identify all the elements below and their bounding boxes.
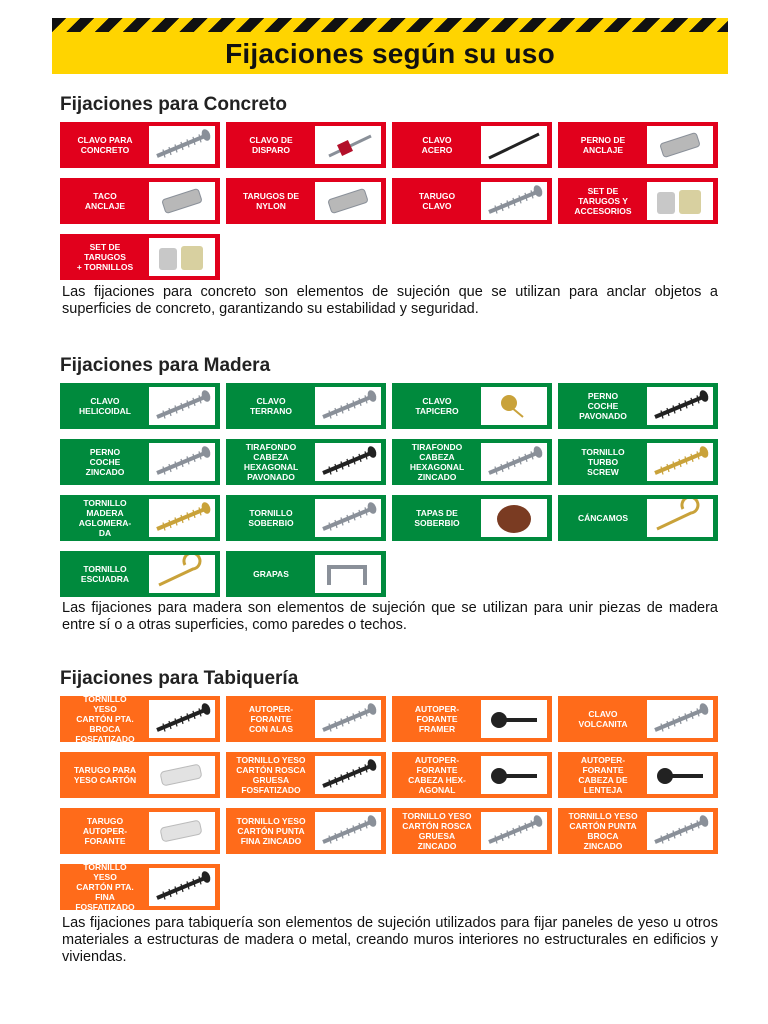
product-label: AUTOPER- FORANTE CON ALAS xyxy=(248,704,294,734)
page-header xyxy=(52,18,728,74)
product-label: TORNILLO TURBO SCREW xyxy=(581,447,625,477)
product-tile xyxy=(226,383,386,429)
carriage-bolt-black-icon xyxy=(647,387,713,425)
lag-screw-black-icon xyxy=(315,443,381,481)
product-tile xyxy=(392,178,552,224)
wafer-screw-icon xyxy=(647,756,713,794)
hex-screw-icon xyxy=(481,756,547,794)
product-tile xyxy=(226,122,386,168)
drywall-screw-black-icon xyxy=(315,756,381,794)
product-label: TORNILLO YESO CARTÓN ROSCA GRUESA ZINCADO xyxy=(402,811,472,851)
product-label: TARUGOS DE NYLON xyxy=(242,191,300,211)
section-description: Las fijaciones para madera son elementos de sujeción que se utilizan para unir piezas de madera entre sí o a otras superficies, como paredes o techos. xyxy=(62,600,718,633)
product-tile xyxy=(558,495,718,541)
product-tile xyxy=(60,808,220,854)
nylon-plug-icon xyxy=(315,182,381,220)
product-tile xyxy=(226,808,386,854)
product-label: CLAVO VOLCANITA xyxy=(578,709,628,729)
product-label: TORNILLO YESO CARTÓN PUNTA BROCA ZINCADO xyxy=(568,811,638,851)
product-label: AUTOPER- FORANTE CABEZA DE LENTEJA xyxy=(578,755,628,795)
tile-grid xyxy=(60,383,720,607)
product-tile xyxy=(558,696,718,742)
product-tile xyxy=(558,752,718,798)
section-description: Las fijaciones para tabiquería son elementos de sujeción utilizados para fijar paneles de yeso u otros materiales a estructuras de madera o metal, creando muros interiores no estructurales en edificios y viviendas. xyxy=(62,915,718,965)
product-tile xyxy=(392,383,552,429)
product-label: TACO ANCLAJE xyxy=(84,191,126,211)
product-tile xyxy=(60,122,220,168)
product-tile xyxy=(60,551,220,597)
product-tile xyxy=(60,439,220,485)
product-tile xyxy=(392,808,552,854)
nail-icon xyxy=(647,700,713,738)
self-drill-anchor-icon xyxy=(149,812,215,850)
section-description: Las fijaciones para concreto son elementos de sujeción que se utilizan para anclar objetos a superficies de concreto, garantizando su estabilidad y seguridad. xyxy=(62,284,718,317)
product-label: AUTOPER- FORANTE FRAMER xyxy=(414,704,460,734)
product-tile xyxy=(60,696,220,742)
product-label: TIRAFONDO CABEZA HEXAGONAL ZINCADO xyxy=(409,442,465,482)
lag-screw-icon xyxy=(481,443,547,481)
product-label: CLAVO PARA CONCRETO xyxy=(77,135,133,155)
section-title: Fijaciones para Madera xyxy=(60,355,271,376)
drywall-screw-icon xyxy=(647,812,713,850)
tile-grid xyxy=(60,696,720,920)
staple-icon xyxy=(315,555,381,593)
product-label: TORNILLO YESO CARTÓN PTA. BROCA FOSFATIZADO xyxy=(75,694,135,744)
product-tile xyxy=(60,178,220,224)
product-tile xyxy=(392,495,552,541)
carriage-bolt-icon xyxy=(149,443,215,481)
page-title: Fijaciones según su uso xyxy=(225,38,555,69)
product-tile xyxy=(60,752,220,798)
wing-screw-icon xyxy=(315,700,381,738)
nail-icon xyxy=(315,387,381,425)
product-label: TORNILLO SOBERBIO xyxy=(248,508,294,528)
product-tile xyxy=(226,752,386,798)
nail-icon xyxy=(149,126,215,164)
product-label: CÁNCAMOS xyxy=(577,513,629,523)
product-label: PERNO COCHE ZINCADO xyxy=(85,447,125,477)
product-label: CLAVO TERRANO xyxy=(249,396,293,416)
spiral-nail-icon xyxy=(149,387,215,425)
product-tile xyxy=(226,439,386,485)
product-tile xyxy=(558,808,718,854)
upholstery-nail-icon xyxy=(481,387,547,425)
product-label: TARUGO AUTOPER- FORANTE xyxy=(82,816,128,846)
product-label: PERNO COCHE PAVONADO xyxy=(579,391,627,421)
product-tile xyxy=(558,439,718,485)
tile-grid xyxy=(60,122,720,290)
product-label: TAPAS DE SOBERBIO xyxy=(414,508,460,528)
product-label: TARUGO PARA YESO CARTÓN xyxy=(73,765,137,785)
product-label: PERNO DE ANCLAJE xyxy=(580,135,626,155)
product-tile xyxy=(558,383,718,429)
section-concreto xyxy=(60,94,720,290)
drywall-screw-black-icon xyxy=(149,868,215,906)
product-label: TIRAFONDO CABEZA HEXAGONAL PAVONADO xyxy=(243,442,299,482)
section-madera xyxy=(60,355,720,607)
anchor-bolt-icon xyxy=(647,126,713,164)
product-label: CLAVO ACERO xyxy=(421,135,453,155)
plug-set-icon xyxy=(647,182,713,220)
section-tabiqueria xyxy=(60,668,720,920)
steel-nail-icon xyxy=(481,126,547,164)
product-tile xyxy=(226,696,386,742)
drywall-screw-icon xyxy=(481,812,547,850)
product-tile xyxy=(558,178,718,224)
product-label: TORNILLO MADERA AGLOMERA- DA xyxy=(78,498,132,538)
screw-cap-icon xyxy=(481,499,547,537)
drywall-screw-icon xyxy=(315,812,381,850)
product-label: AUTOPER- FORANTE CABEZA HEX- AGONAL xyxy=(408,755,466,795)
plug-screw-set-icon xyxy=(149,238,215,276)
framer-screw-icon xyxy=(481,700,547,738)
gold-screw-icon xyxy=(647,443,713,481)
plug-nail-icon xyxy=(481,182,547,220)
product-tile xyxy=(226,178,386,224)
product-label: CLAVO HELICOIDAL xyxy=(79,396,131,416)
wood-screw-icon xyxy=(315,499,381,537)
product-label: GRAPAS xyxy=(253,569,289,579)
product-tile xyxy=(226,551,386,597)
drywall-plug-icon xyxy=(149,756,215,794)
product-label: TORNILLO YESO CARTÓN PTA. FINA FOSFATIZADO xyxy=(75,862,135,912)
section-title: Fijaciones para Concreto xyxy=(60,94,288,115)
section-title: Fijaciones para Tabiquería xyxy=(60,668,299,689)
product-label: TORNILLO YESO CARTÓN ROSCA GRUESA FOSFATIZADO xyxy=(236,755,306,795)
product-label: TORNILLO YESO CARTÓN PUNTA FINA ZINCADO xyxy=(236,816,306,846)
l-hook-icon xyxy=(149,555,215,593)
hook-icon xyxy=(647,499,713,537)
product-label: CLAVO TAPICERO xyxy=(415,396,459,416)
gold-screw-icon xyxy=(149,499,215,537)
anchor-plug-icon xyxy=(149,182,215,220)
product-tile xyxy=(392,696,552,742)
shot-nail-icon xyxy=(315,126,381,164)
product-tile xyxy=(392,752,552,798)
product-label: SET DE TARUGOS Y ACCESORIOS xyxy=(574,186,632,216)
product-label: CLAVO DE DISPARO xyxy=(249,135,293,155)
product-tile xyxy=(60,234,220,280)
product-tile xyxy=(226,495,386,541)
product-tile xyxy=(558,122,718,168)
product-tile xyxy=(392,439,552,485)
product-label: TORNILLO ESCUADRA xyxy=(80,564,130,584)
drywall-screw-black-icon xyxy=(149,700,215,738)
product-tile xyxy=(60,383,220,429)
product-tile xyxy=(60,495,220,541)
hazard-stripes xyxy=(52,18,728,32)
product-tile xyxy=(60,864,220,910)
product-label: SET DE TARUGOS + TORNILLOS xyxy=(76,242,134,272)
product-label: TARUGO CLAVO xyxy=(418,191,456,211)
product-tile xyxy=(392,122,552,168)
